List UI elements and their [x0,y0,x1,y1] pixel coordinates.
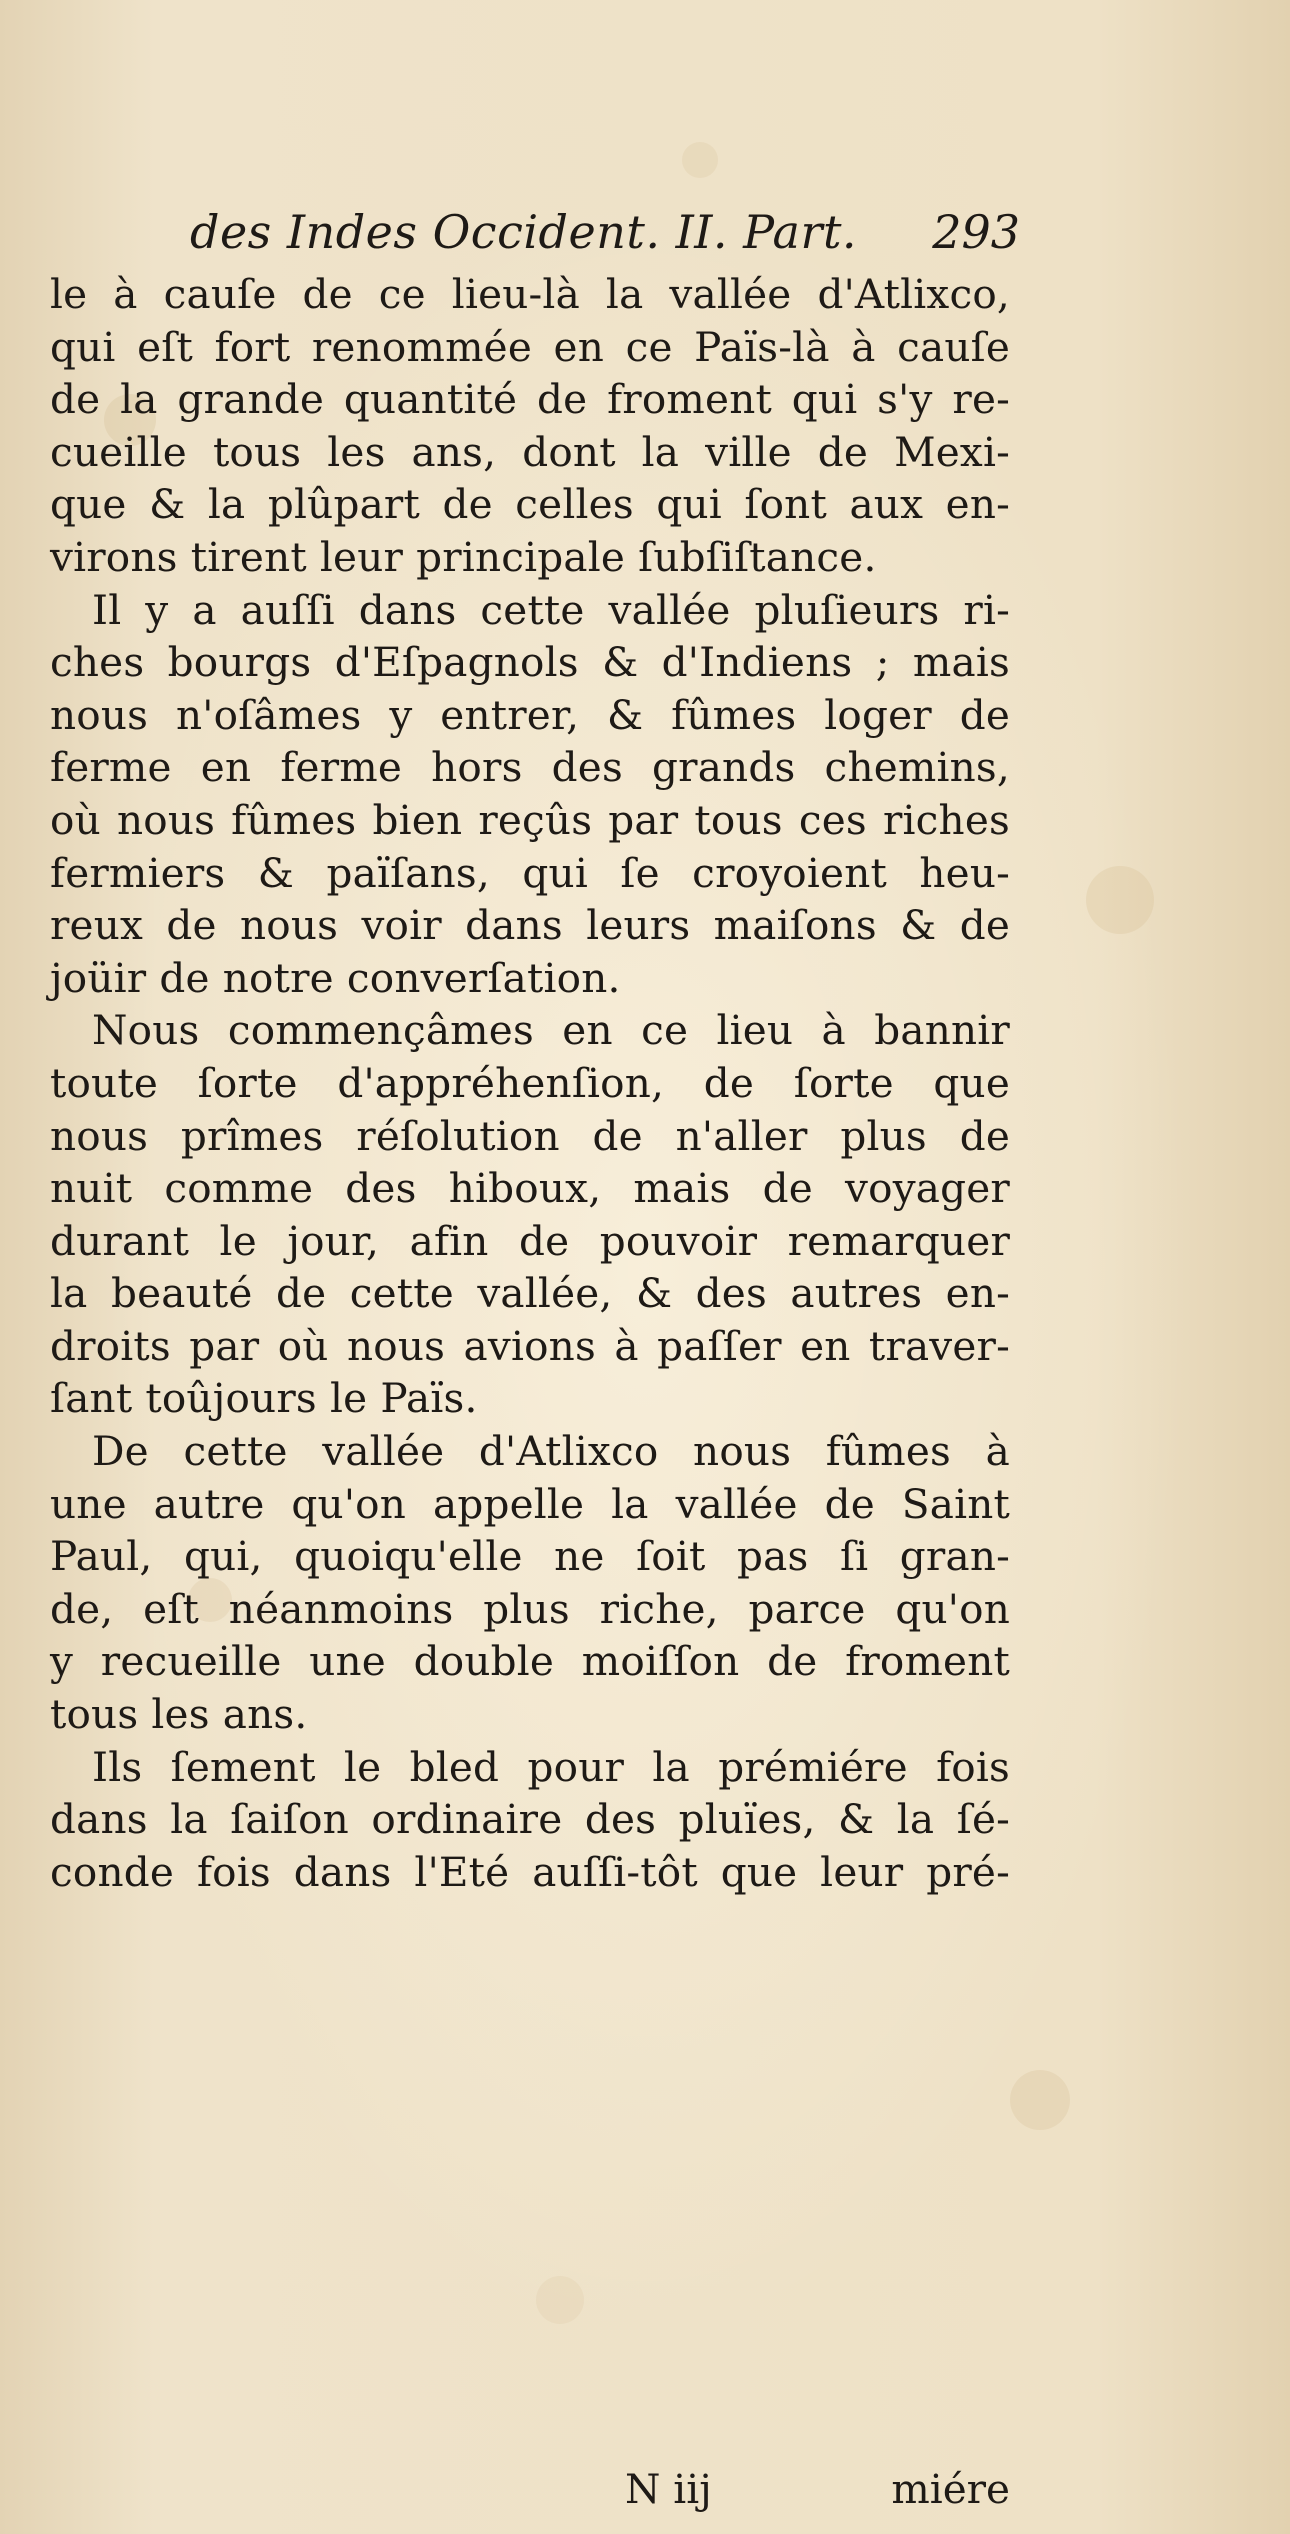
text-line: fermiers & païſans, qui ſe croyoient heu- [50,848,1010,897]
text-line: de, eſt néanmoins plus riche, parce qu'on [50,1584,1010,1633]
text-line: la beauté de cette vallée, & des autres en- [50,1269,1010,1318]
signature-mark: N iij [625,2465,712,2513]
paragraph [50,584,1010,1005]
text-line: Il y a auſſi dans cette vallée pluſieurs ri- [92,585,1010,634]
text-line: de la grande quantité de froment qui s'y re- [50,375,1010,424]
text-line: Ils ſement le bled pour la prémiére fois [92,1742,1010,1791]
paragraph [50,1425,1010,1741]
text-line: Paul, qui, quoiqu'elle ne ſoit pas ſi gran- [50,1532,1010,1581]
text-line: où nous fûmes bien reçûs par tous ces riches [50,795,1010,844]
text-line: le à cauſe de ce lieu-là la vallée d'Atlixco, [50,270,1010,318]
text-line: nuit comme des hiboux, mais de voyager [50,1164,1010,1213]
text-line: Nous commençâmes en ce lieu à bannir [92,1006,1010,1055]
text-line: ches bourgs d'Eſpagnols & d'Indiens ; mais [50,638,1010,687]
text-line: De cette vallée d'Atlixco nous fûmes à [92,1427,1010,1476]
text-line: toute ſorte d'appréhenſion, de ſorte que [50,1058,1010,1107]
page-footer [50,2465,1010,2525]
text-line: tous les ans. [50,1690,308,1739]
text-line: y recueille une double moiſſon de froment [50,1637,1010,1686]
text-line: nous n'oſâmes y entrer, & fûmes loger de [50,690,1010,739]
text-line: ſant toûjours le Païs. [50,1374,478,1423]
body-text [50,268,1010,1898]
text-line: joüir de notre converſation. [50,953,621,1002]
text-line: nous prîmes réſolution de n'aller plus de [50,1111,1010,1160]
text-line: cueille tous les ans, dont la ville de Mexi- [50,427,1010,476]
paragraph [50,268,1010,584]
catchword: miére [891,2465,1010,2513]
text-line: droits par où nous avions à paſſer en traver- [50,1321,1010,1370]
text-line: une autre qu'on appelle la vallée de Saint [50,1479,1010,1528]
text-line: durant le jour, afin de pouvoir remarquer [50,1216,1010,1265]
running-head: des Indes Occident. II. Part. [190,205,858,259]
text-line: conde fois dans l'Eté auſſi-tôt que leur pré- [50,1847,1010,1896]
text-line: reux de nous voir dans leurs maiſons & de [50,901,1010,950]
text-line: virons tirent leur principale ſubſiſtance. [50,532,877,581]
paragraph [50,1004,1010,1425]
paragraph [50,1741,1010,1899]
text-line: dans la ſaiſon ordinaire des pluïes, & la ſé- [50,1795,1010,1844]
text-line: ferme en ferme hors des grands chemins, [50,743,1010,792]
text-line: que & la plûpart de celles qui ſont aux en- [50,480,1010,529]
page-number: 293 [932,205,1020,259]
text-line: qui eſt fort renommée en ce Païs-là à cauſe [50,322,1010,371]
